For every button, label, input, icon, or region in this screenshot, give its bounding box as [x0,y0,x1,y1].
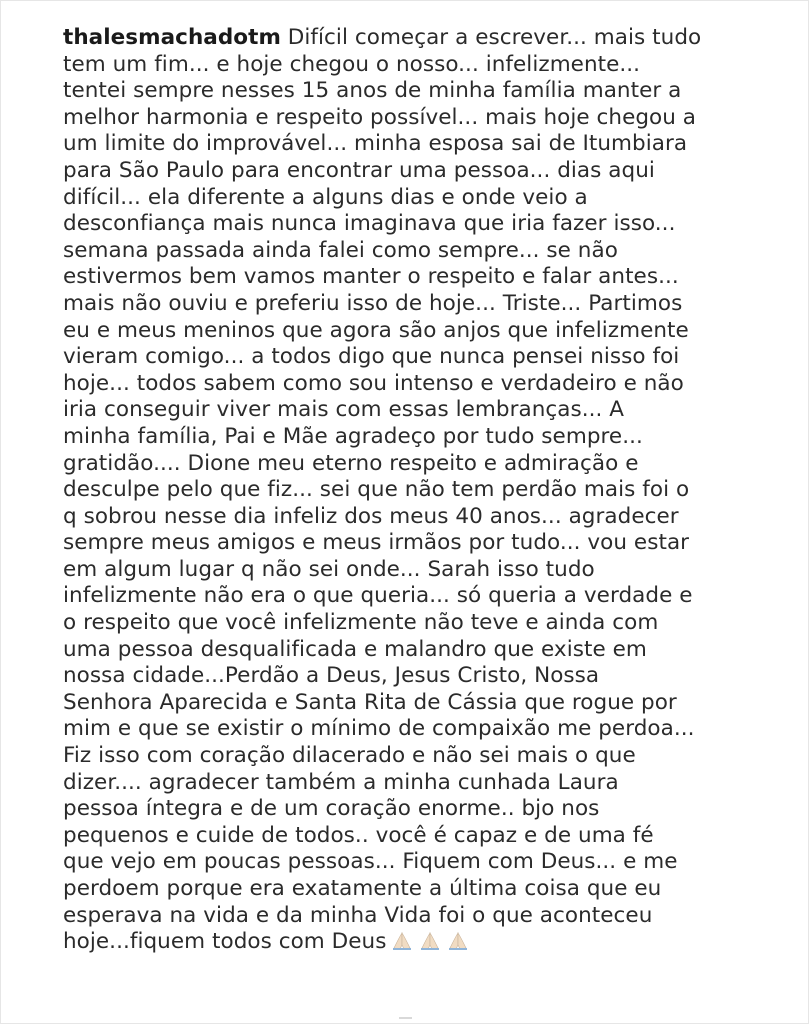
caption-text: Difícil começar a escrever... mais tudo [280,25,702,50]
caption-line: nossa cidade...Perdão a Deus, Jesus Cristo, Nossa [63,663,600,689]
caption-last-line [63,929,763,956]
caption-line: difícil... ela diferente a alguns dias e onde veio a [63,184,588,210]
caption-line: desculpe pelo que fiz... sei que não tem perdão mais foi o [63,477,690,503]
divider [399,1017,412,1019]
caption-line: mais não ouviu e preferiu isso de hoje... Triste... Partimos [63,290,683,316]
caption-line: que vejo em poucas pessoas... Fiquem com Deus... e me [63,849,678,875]
caption-line: gratidão.... Dione meu eterno respeito e admiração e [63,450,639,476]
caption-text: hoje...fiquem todos com Deus [63,929,387,955]
caption-line: dizer.... agradecer também a minha cunhada Laura [63,769,619,795]
caption-line: eu e meus meninos que agora são anjos que infelizmente [63,317,689,343]
caption-line: hoje... todos sabem como sou intenso e verdadeiro e não [63,370,684,396]
username-link[interactable]: thalesmachadotm [63,25,281,50]
caption-line: minha família, Pai e Mãe agradeço por tudo sempre... [63,423,643,449]
post-caption [63,25,763,956]
caption-line: melhor harmonia e respeito possível... mais hoje chegou a [63,104,697,130]
caption-line: vieram comigo... a todos digo que nunca pensei nisso foi [63,344,680,370]
caption-line: mim e que se existir o mínimo de compaixão me perdoa... [63,716,695,742]
caption-line: tentei sempre nesses 15 anos de minha família manter a [63,78,682,104]
caption-line: o respeito que você infelizmente não teve e ainda com [63,610,659,636]
praying-hands-icon [419,932,441,950]
caption-line: esperava na vida e da minha Vida foi o que aconteceu [63,902,653,928]
caption-line: iria conseguir viver mais com essas lembranças... A [63,397,625,423]
caption-line: q sobrou nesse dia infeliz dos meus 40 anos... agradecer [63,503,679,529]
caption-line: pessoa íntegra e de um coração enorme.. bjo nos [63,796,600,822]
caption-line: em algum lugar q não sei onde... Sarah isso tudo [63,556,595,582]
caption-line: pequenos e cuide de todos.. você é capaz e de uma fé [63,822,654,848]
caption-line: uma pessoa desqualificada e malandro que existe em [63,636,647,662]
emoji-group [391,932,469,950]
caption-line: um limite do improvável... minha esposa sai de Itumbiara [63,131,688,157]
praying-hands-icon [391,932,413,950]
caption-line: sempre meus amigos e meus irmãos por tudo... vou estar [63,530,690,556]
caption-line: tem um fim... e hoje chegou o nosso... infelizmente... [63,51,641,77]
caption-line: perdoem porque era exatamente a última coisa que eu [63,876,662,901]
praying-hands-icon [447,932,469,950]
caption-line: desconfiança mais nunca imaginava que iria fazer isso... [63,211,676,237]
caption-line: infelizmente não era o que queria... só queria a verdade e [63,583,693,609]
caption-line: para São Paulo para encontrar uma pessoa... dias aqui [63,157,655,183]
caption-line: Senhora Aparecida e Santa Rita de Cássia que rogue por [63,689,677,715]
caption-body [63,52,763,930]
caption-line: semana passada ainda falei como sempre... se não [63,237,618,263]
caption-line: estivermos bem vamos manter o respeito e falar antes... [63,264,679,290]
caption-line: Fiz isso com coração dilacerado e não sei mais o que [63,743,636,769]
caption-first-line [63,25,763,52]
